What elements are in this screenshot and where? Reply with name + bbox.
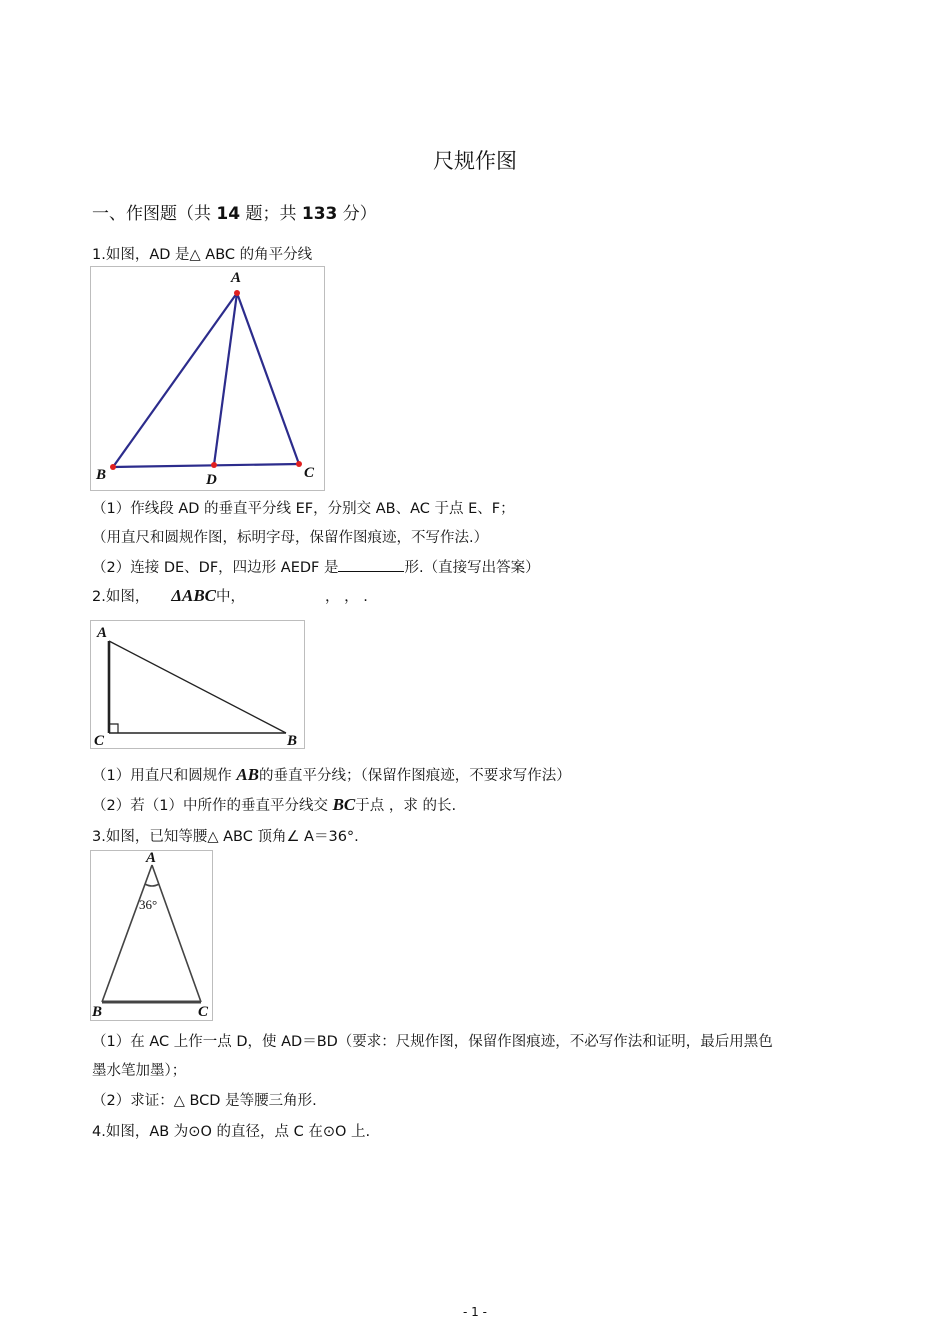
answer-blank — [338, 559, 404, 572]
vertex-c-label: C — [94, 733, 105, 748]
question-3-figure — [90, 850, 213, 1021]
vertex-a-label: A — [146, 851, 157, 866]
vertex-b-label: B — [92, 1004, 103, 1020]
question-4-stem: 4.如图，AB 为⊙O 的直径，点 C 在⊙O 上. — [92, 1124, 371, 1140]
question-1-part-2: （2）连接 DE、DF，四边形 AEDF 是 形.（直接写出答案） — [92, 560, 540, 576]
page-number: - 1 - — [463, 1305, 487, 1319]
vertex-a-label: A — [231, 270, 242, 286]
question-2-part-1: （1）用直尺和圆规作 AB的垂直平分线；（保留作图痕迹，不要求写作法） — [92, 765, 571, 784]
angle-label: 36° — [139, 897, 158, 912]
question-1-part-1-note: （用直尺和圆规作图，标明字母，保留作图痕迹，不写作法.） — [92, 530, 489, 546]
question-1-stem: 1.如图，AD 是△ ABC 的角平分线 — [92, 247, 313, 263]
question-3-part-1-line-1: （1）在 AC 上作一点 D，使 AD＝BD（要求：尺规作图，保留作图痕迹，不必写作法和证明，最后用黑色 — [92, 1034, 773, 1050]
vertex-c-label: C — [304, 465, 315, 481]
vertex-a-label: A — [97, 625, 108, 641]
question-2-figure — [90, 620, 305, 749]
question-3-part-1-line-2: 墨水笔加墨）； — [92, 1063, 187, 1079]
page-title: 尺规作图 — [433, 149, 517, 173]
vertex-c-label: C — [198, 1004, 209, 1020]
section-heading: 一、作图题（共 14 题；共 133 分） — [92, 204, 377, 224]
vertex-b-label: B — [287, 733, 298, 748]
question-1-part-1: （1）作线段 AD 的垂直平分线 EF，分别交 AB、AC 于点 E、F； — [92, 501, 515, 517]
question-2-stem: 2.如图， ΔABC中， ， ， . — [92, 586, 368, 605]
vertex-b-label: B — [96, 467, 107, 483]
question-3-stem: 3.如图，已知等腰△ ABC 顶角∠ A＝36°. — [92, 829, 359, 845]
question-3-part-2: （2）求证：△ BCD 是等腰三角形. — [92, 1093, 317, 1109]
point-d-label: D — [206, 472, 217, 488]
question-2-part-2: （2）若（1）中所作的垂直平分线交 BC于点 ，求 的长. — [92, 795, 457, 814]
question-1-figure — [90, 266, 325, 491]
